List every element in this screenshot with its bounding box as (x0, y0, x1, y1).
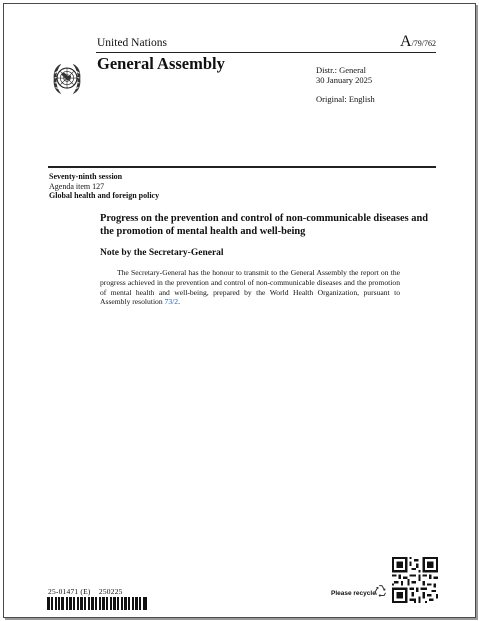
job-number: 25-01471 (E) 250225 (48, 587, 123, 596)
body-end: . (178, 297, 180, 307)
recycle-label: Please recycle (331, 590, 376, 597)
session-name: Seventy-ninth session (49, 172, 123, 181)
distribution-block (316, 65, 372, 85)
document-symbol (400, 33, 436, 51)
organization-name: United Nations (97, 37, 167, 49)
un-emblem-icon (48, 60, 86, 98)
recycle-icon (372, 582, 390, 600)
document-page (3, 3, 476, 618)
session-block (49, 172, 159, 201)
symbol-letter: A (400, 33, 412, 50)
original-language: Original: English (316, 94, 375, 104)
header-rule-top (96, 52, 436, 53)
agenda-item: Agenda item 127 (49, 181, 105, 191)
body-text: The Secretary-General has the honour to transmit to the General Assembly the report on the progress achieved in the prevention and control of non-communicable diseases and the promotion of mental health and well-being, prepared by the World Health Organization, pursuant to Assembly resolution (100, 268, 400, 307)
distribution: Distr.: General (316, 65, 367, 75)
document-title: Progress on the prevention and control of non-communicable diseases and the promotion of mental health and well-being (100, 213, 428, 237)
session-rule (48, 166, 436, 168)
barcode-icon (47, 597, 147, 610)
symbol-number: /79/762 (411, 39, 437, 48)
body-paragraph (100, 268, 400, 307)
body-name: General Assembly (97, 54, 225, 73)
qr-code-icon[interactable] (392, 557, 438, 603)
agenda-title: Global health and foreign policy (49, 191, 160, 201)
resolution-link[interactable]: 73/2 (164, 297, 179, 307)
document-subtitle: Note by the Secretary-General (100, 248, 224, 258)
document-date: 30 January 2025 (316, 75, 373, 85)
